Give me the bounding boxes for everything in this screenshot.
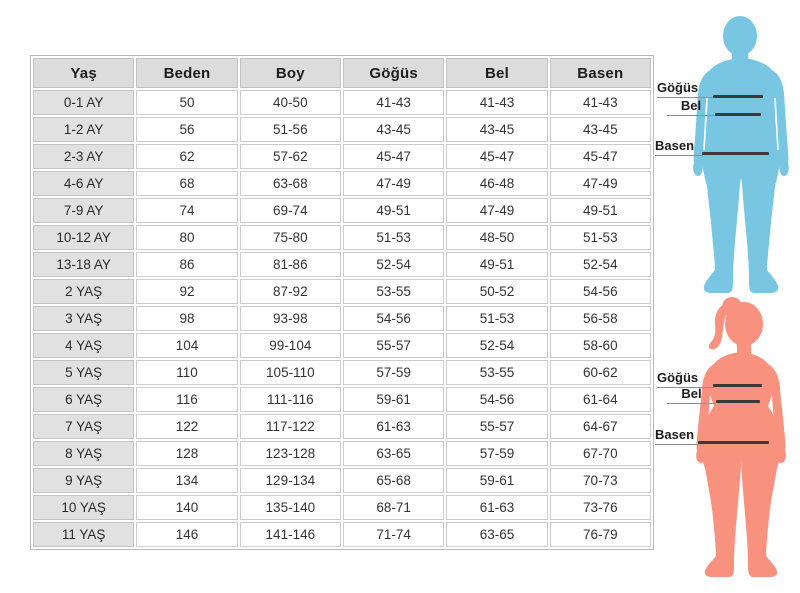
size-value-cell: 50 — [136, 90, 237, 115]
male-waist-label: Bel — [667, 98, 715, 116]
size-value-cell: 45-47 — [446, 144, 547, 169]
size-value-cell: 65-68 — [343, 468, 444, 493]
row-age-label: 4-6 AY — [33, 171, 134, 196]
column-header: Yaş — [33, 58, 134, 88]
size-value-cell: 135-140 — [240, 495, 341, 520]
table-row — [33, 279, 651, 304]
size-value-cell: 140 — [136, 495, 237, 520]
size-value-cell: 117-122 — [240, 414, 341, 439]
size-value-cell: 81-86 — [240, 252, 341, 277]
table-row — [33, 198, 651, 223]
row-age-label: 13-18 AY — [33, 252, 134, 277]
male-chest-line — [713, 95, 763, 98]
table-row — [33, 441, 651, 466]
size-value-cell: 61-63 — [343, 414, 444, 439]
male-chest-label: Göğüs — [657, 80, 714, 98]
table-row — [33, 306, 651, 331]
size-value-cell: 51-53 — [550, 225, 651, 250]
size-value-cell: 80 — [136, 225, 237, 250]
size-value-cell: 55-57 — [343, 333, 444, 358]
size-value-cell: 57-62 — [240, 144, 341, 169]
column-header: Boy — [240, 58, 341, 88]
size-value-cell: 63-65 — [446, 522, 547, 547]
female-waist-label: Bel — [667, 386, 716, 404]
size-value-cell: 56 — [136, 117, 237, 142]
male-hip-label: Basen — [655, 138, 703, 156]
row-age-label: 7-9 AY — [33, 198, 134, 223]
size-table-body — [33, 90, 651, 547]
size-value-cell: 51-53 — [343, 225, 444, 250]
size-value-cell: 49-51 — [550, 198, 651, 223]
male-hip-line — [702, 152, 769, 155]
size-value-cell: 43-45 — [446, 117, 547, 142]
table-row — [33, 414, 651, 439]
size-value-cell: 47-49 — [446, 198, 547, 223]
size-value-cell: 46-48 — [446, 171, 547, 196]
size-value-cell: 53-55 — [446, 360, 547, 385]
size-value-cell: 74 — [136, 198, 237, 223]
size-value-cell: 87-92 — [240, 279, 341, 304]
size-value-cell: 57-59 — [446, 441, 547, 466]
size-value-cell: 49-51 — [343, 198, 444, 223]
size-value-cell: 59-61 — [446, 468, 547, 493]
female-hip-label: Basen — [655, 427, 699, 445]
table-row — [33, 225, 651, 250]
female-waist-line — [716, 400, 760, 403]
size-value-cell: 57-59 — [343, 360, 444, 385]
row-age-label: 4 YAŞ — [33, 333, 134, 358]
size-value-cell: 69-74 — [240, 198, 341, 223]
size-value-cell: 129-134 — [240, 468, 341, 493]
row-age-label: 8 YAŞ — [33, 441, 134, 466]
table-row — [33, 90, 651, 115]
size-value-cell: 58-60 — [550, 333, 651, 358]
size-value-cell: 93-98 — [240, 306, 341, 331]
table-row — [33, 468, 651, 493]
size-value-cell: 68-71 — [343, 495, 444, 520]
column-header: Bel — [446, 58, 547, 88]
size-value-cell: 73-76 — [550, 495, 651, 520]
size-value-cell: 64-67 — [550, 414, 651, 439]
size-value-cell: 110 — [136, 360, 237, 385]
size-table-header — [33, 58, 651, 88]
table-row — [33, 252, 651, 277]
size-value-cell: 60-62 — [550, 360, 651, 385]
male-waist-line — [715, 113, 761, 116]
size-value-cell: 47-49 — [343, 171, 444, 196]
column-header: Beden — [136, 58, 237, 88]
size-value-cell: 86 — [136, 252, 237, 277]
size-value-cell: 67-70 — [550, 441, 651, 466]
size-value-cell: 61-64 — [550, 387, 651, 412]
row-age-label: 2-3 AY — [33, 144, 134, 169]
size-table — [30, 55, 654, 550]
size-value-cell: 43-45 — [343, 117, 444, 142]
size-value-cell: 70-73 — [550, 468, 651, 493]
size-value-cell: 51-56 — [240, 117, 341, 142]
size-value-cell: 141-146 — [240, 522, 341, 547]
row-age-label: 6 YAŞ — [33, 387, 134, 412]
size-value-cell: 71-74 — [343, 522, 444, 547]
size-value-cell: 98 — [136, 306, 237, 331]
size-value-cell: 45-47 — [343, 144, 444, 169]
size-value-cell: 75-80 — [240, 225, 341, 250]
size-value-cell: 54-56 — [343, 306, 444, 331]
size-value-cell: 51-53 — [446, 306, 547, 331]
size-value-cell: 41-43 — [550, 90, 651, 115]
row-age-label: 3 YAŞ — [33, 306, 134, 331]
size-value-cell: 54-56 — [446, 387, 547, 412]
row-age-label: 9 YAŞ — [33, 468, 134, 493]
size-value-cell: 105-110 — [240, 360, 341, 385]
size-value-cell: 62 — [136, 144, 237, 169]
size-value-cell: 99-104 — [240, 333, 341, 358]
size-value-cell: 56-58 — [550, 306, 651, 331]
female-chest-label: Göğüs — [657, 370, 714, 388]
row-age-label: 5 YAŞ — [33, 360, 134, 385]
size-value-cell: 111-116 — [240, 387, 341, 412]
table-row — [33, 117, 651, 142]
size-value-cell: 116 — [136, 387, 237, 412]
table-row — [33, 333, 651, 358]
size-value-cell: 52-54 — [550, 252, 651, 277]
size-value-cell: 146 — [136, 522, 237, 547]
size-value-cell: 63-65 — [343, 441, 444, 466]
size-value-cell: 45-47 — [550, 144, 651, 169]
table-row — [33, 171, 651, 196]
table-row — [33, 495, 651, 520]
size-value-cell: 128 — [136, 441, 237, 466]
size-value-cell: 61-63 — [446, 495, 547, 520]
size-value-cell: 41-43 — [343, 90, 444, 115]
row-age-label: 10 YAŞ — [33, 495, 134, 520]
table-row — [33, 522, 651, 547]
size-value-cell: 68 — [136, 171, 237, 196]
size-value-cell: 50-52 — [446, 279, 547, 304]
table-row — [33, 360, 651, 385]
size-value-cell: 43-45 — [550, 117, 651, 142]
size-value-cell: 59-61 — [343, 387, 444, 412]
size-value-cell: 104 — [136, 333, 237, 358]
row-age-label: 10-12 AY — [33, 225, 134, 250]
row-age-label: 1-2 AY — [33, 117, 134, 142]
size-value-cell: 53-55 — [343, 279, 444, 304]
size-value-cell: 123-128 — [240, 441, 341, 466]
row-age-label: 0-1 AY — [33, 90, 134, 115]
header-row — [33, 58, 651, 88]
size-value-cell: 63-68 — [240, 171, 341, 196]
column-header: Basen — [550, 58, 651, 88]
female-chest-line — [713, 384, 762, 387]
size-value-cell: 54-56 — [550, 279, 651, 304]
size-value-cell: 52-54 — [446, 333, 547, 358]
row-age-label: 2 YAŞ — [33, 279, 134, 304]
female-body-silhouette — [688, 294, 794, 586]
size-value-cell: 76-79 — [550, 522, 651, 547]
size-value-cell: 55-57 — [446, 414, 547, 439]
size-value-cell: 52-54 — [343, 252, 444, 277]
size-value-cell: 40-50 — [240, 90, 341, 115]
row-age-label: 7 YAŞ — [33, 414, 134, 439]
table-row — [33, 144, 651, 169]
size-value-cell: 92 — [136, 279, 237, 304]
column-header: Göğüs — [343, 58, 444, 88]
row-age-label: 11 YAŞ — [33, 522, 134, 547]
female-hip-line — [698, 441, 769, 444]
size-value-cell: 49-51 — [446, 252, 547, 277]
table-row — [33, 387, 651, 412]
size-value-cell: 41-43 — [446, 90, 547, 115]
size-value-cell: 48-50 — [446, 225, 547, 250]
size-value-cell: 134 — [136, 468, 237, 493]
size-value-cell: 122 — [136, 414, 237, 439]
size-value-cell: 47-49 — [550, 171, 651, 196]
